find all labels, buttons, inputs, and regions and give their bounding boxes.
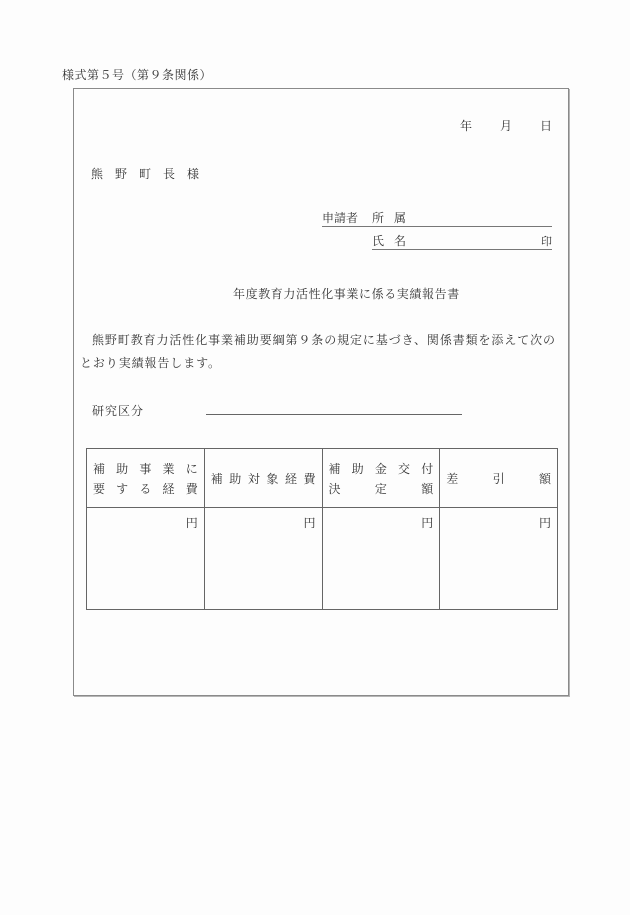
table-header-row	[87, 449, 558, 508]
addressee: 熊野町長様	[91, 167, 212, 181]
date-line	[460, 117, 552, 134]
month-label: 月	[499, 119, 512, 133]
cell-required-cost[interactable]	[87, 508, 205, 610]
affiliation-label: 所属	[372, 211, 417, 225]
header-cell-required-cost: 補 助 事 業 に 要 す る 経 費	[87, 449, 205, 508]
report-table	[86, 448, 558, 610]
cell-difference[interactable]	[440, 508, 558, 610]
research-category-label: 研究区分	[92, 404, 145, 418]
header-cell-difference: 差 引 額	[440, 449, 558, 508]
name-label: 氏名	[372, 234, 417, 248]
header-cell-grant-amount: 補 助 金 交 付 決 定 額	[322, 449, 440, 508]
body-text: 熊野町教育力活性化事業補助要綱第９条の規定に基づき、関係書類を添えて次のとおり実績報告します。	[80, 333, 556, 370]
cell-grant-amount[interactable]	[322, 508, 440, 610]
cell-eligible-cost[interactable]	[204, 508, 322, 610]
header-cell-eligible-cost: 補 助 対 象 経 費	[204, 449, 322, 508]
seal-mark: 印	[541, 235, 552, 248]
name-field[interactable]	[372, 234, 552, 250]
year-label: 年	[460, 119, 473, 133]
yen-unit: 円	[303, 516, 316, 530]
applicant-heading: 申請者	[322, 211, 359, 225]
yen-unit: 円	[421, 516, 434, 530]
yen-unit: 円	[185, 516, 198, 530]
table-row	[87, 508, 558, 610]
yen-unit: 円	[538, 516, 551, 530]
form-number: 様式第５号（第９条関係）	[62, 68, 213, 82]
day-label: 日	[539, 119, 552, 133]
report-title: 年度教育力活性化事業に係る実績報告書	[233, 287, 460, 301]
affiliation-field[interactable]	[322, 211, 552, 227]
research-category-input-line[interactable]	[206, 414, 462, 415]
